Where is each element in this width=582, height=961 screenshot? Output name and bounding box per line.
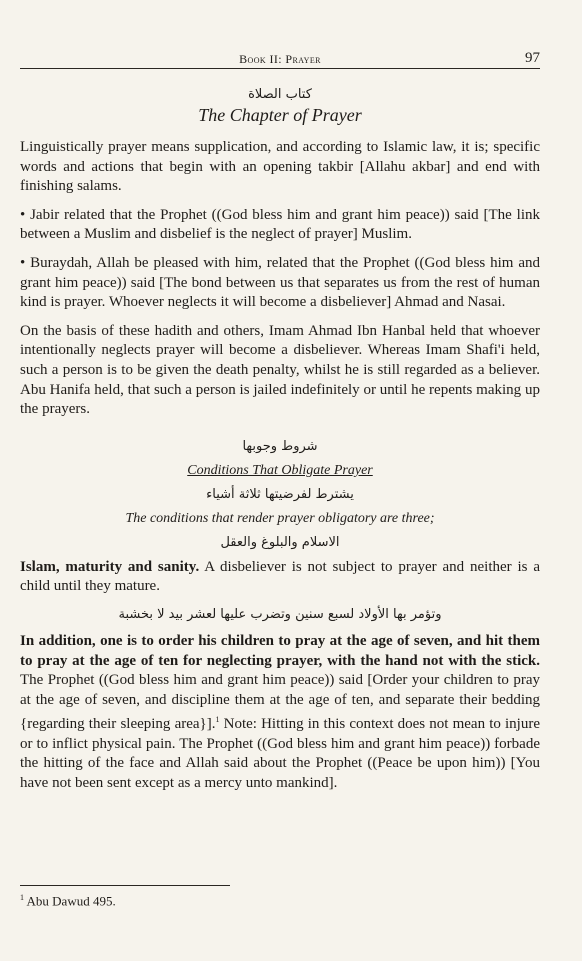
chapter-arabic-title: كتاب الصلاة xyxy=(248,87,312,102)
conditions-arabic-subheading: يشترط لفرضيتها ثلاثة أشياء xyxy=(206,486,354,502)
scholars-opinion-paragraph: On the basis of these hadith and others, Imam Ahmad Ibn Hanbal held that whoever intentionally neglects prayer will become a disbeliever. Whereas Imam Shafi'i held, such a person is to be given the death penalty, whilst he is still regarded as a believer. Abu Hanifa held, that such a person is jailed indefinitely or until he repents making up the prayers. xyxy=(20,322,540,418)
chapter-title: The Chapter of Prayer xyxy=(198,105,362,125)
conditions-subheading: The conditions that render prayer obligatory are three; xyxy=(125,510,435,526)
hadith-buraydah-paragraph: • Buraydah, Allah be pleased with him, related that the Prophet ((God bless him and grant him peace)) said [The bond between us that separates us from the rest of human kind is prayer. Whoever neglects it will become a disbeliever] Ahmad and Nasai. xyxy=(20,254,540,311)
children-note-text: Note: Hitting in this context does not mean to injure or to inflict physical pain. The Prophet ((God bless him and grant him peace)) forbade the hitting of the face and Allah said about the Prophet ((Peace be upon him)) [You have not been sent except as a mercy unto mankind]. xyxy=(20,716,540,792)
page-number: 97 xyxy=(525,50,540,66)
conditions-text: A disbeliever is not subject to prayer and neither is a child until they mature. xyxy=(20,558,540,595)
footnote-mark: 1 xyxy=(20,893,24,902)
footnote-rule xyxy=(20,885,230,886)
running-header xyxy=(20,50,540,68)
main-text xyxy=(20,76,540,803)
definition-paragraph: Linguistically prayer means supplication, and according to Islamic law, it is; specific words and actions that begin with an opening takbir [Allahu akbar] and end with finishing salams. xyxy=(20,139,540,195)
conditions-paragraph xyxy=(20,558,540,597)
children-paragraph xyxy=(20,632,540,794)
footnote-reference[interactable]: 1 xyxy=(215,715,220,725)
hadith-jabir-paragraph: • Jabir related that the Prophet ((God bless him and grant him peace)) said [The link between a Muslim and disbelief is the neglect of prayer] Muslim. xyxy=(20,206,540,243)
children-bold-text: In addition, one is to order his children to pray at the age of seven, and hit them to pray at the age of ten for neglecting prayer, with the hand not with the stick. xyxy=(20,632,540,669)
children-arabic-text: وتؤمر بها الأولاد لسبع سنين وتضرب عليها لعشر بيد لا بخشبة xyxy=(118,606,442,622)
conditions-arabic-list: الاسلام والبلوغ والعقل xyxy=(220,534,340,550)
running-title: Book II: Prayer xyxy=(239,52,321,66)
footnote xyxy=(20,893,116,909)
header-rule xyxy=(20,68,540,69)
conditions-arabic-heading: شروط وجوبها xyxy=(242,438,318,454)
children-text: The Prophet ((God bless him and grant him peace)) said [Order your children to pray at the age of seven, and discipline them at the age of ten, and separate their bedding {regarding their sleeping area}]. xyxy=(20,672,540,733)
conditions-bold-text: Islam, maturity and sanity. xyxy=(20,558,200,575)
conditions-heading: Conditions That Obligate Prayer xyxy=(187,462,373,478)
footnote-text: Abu Dawud 495. xyxy=(24,893,116,909)
